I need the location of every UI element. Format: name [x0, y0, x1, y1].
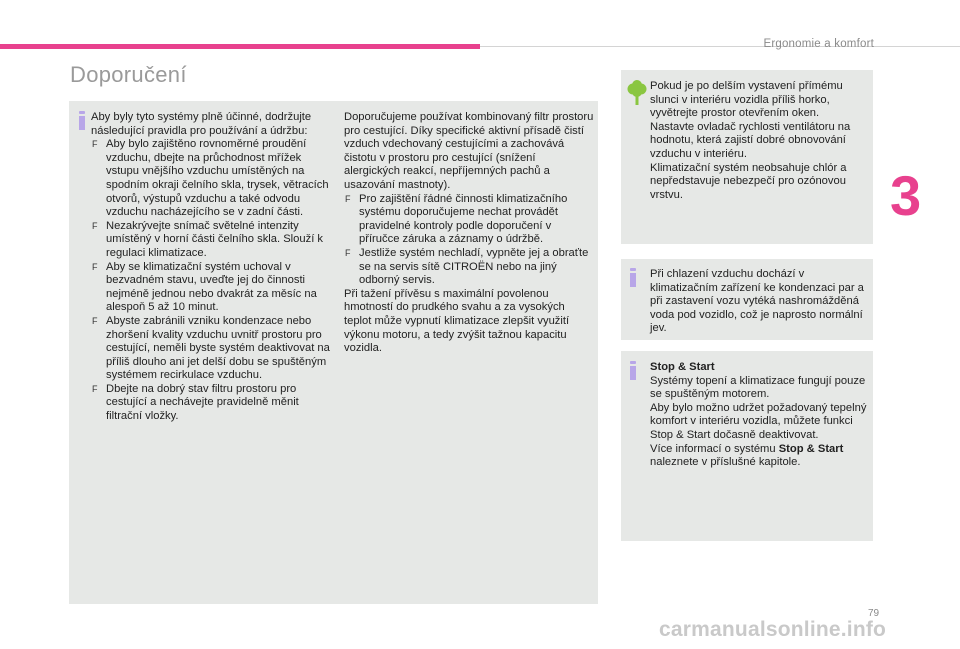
stop-start-text3: Více informací o systému Stop & Start naleznete v příslušné kapitole. [650, 442, 844, 469]
bullet-glyph: F [92, 139, 98, 150]
header-rule [480, 46, 960, 47]
tree-icon [627, 80, 647, 106]
eco-note-p1: Pokud je po delším vystavení přímému slunci v interiéru vozidla příliš horko, vyvětrejte prostor otevřením oken. [650, 80, 843, 120]
stop-start-text1: Systémy topení a klimatizace fungují pouze se spuštěným motorem. [650, 374, 866, 401]
page-number: 79 [868, 608, 880, 619]
left-intro: Aby byly tyto systémy plně účinné, dodržujte následující pravidla pro používání a údržbu: [91, 111, 312, 137]
list-item: F Aby bylo zajištěno rovnoměrné proudění vzduchu, dbejte na průchodnost mřížek vstupu vnějšího vzduchu umístěných na spodním okraji čelního skla, trysek, větracích otvorů, výstupů vzduchu a také odvodu vzduchu nacházejícího se v zadní části. [92, 138, 329, 219]
middle-intro: Doporučujeme používat kombinovaný filtr prostoru pro cestující. Díky specifické aktivní přísadě čistí vzduch vdechovaný cestujícími a zachovává čistotu v prostoru pro cestující (snížení alergických reakcí, nepříjemných pachů a usazování mastnoty). [344, 111, 594, 191]
bullet-glyph: F [92, 261, 98, 272]
bullet-glyph: F [92, 315, 98, 326]
list-item: F Pro zajištění řádné činnosti klimatizačního systému doporučujeme nechat provádět pravidelné kontroly podle doporučení v příručce záruka a záznamy o údržbě. [345, 192, 568, 246]
info-icon [629, 268, 638, 287]
watermark: carmanualsonline.info [659, 618, 887, 641]
stop-start-text2: Aby bylo možno udržet požadovaný tepelný komfort v interiéru vozidla, můžete funkci Stop & Start dočasně deaktivovat. [650, 401, 867, 441]
eco-note-p2: Nastavte ovladač rychlosti ventilátoru na hodnotu, která zajistí dobré obnovování vzduchu v interiéru. [650, 120, 851, 160]
bullet-glyph: F [345, 247, 351, 258]
eco-note-p3: Klimatizační systém neobsahuje chlór a nepředstavuje nebezpečí pro ozónovou vrstvu. [650, 161, 847, 201]
middle-column [344, 111, 594, 356]
header-accent-bar [0, 44, 480, 49]
list-item: F Jestliže systém nechladí, vypněte jej a obraťte se na servis sítě CITROËN nebo na jiný odborný servis. [345, 246, 589, 287]
bullet-glyph: F [92, 383, 98, 394]
list-item: F Nezakrývejte snímač světelné intenzity umístěný v horní části čelního skla. Slouží k regulaci klimatizace. [92, 219, 324, 259]
list-item: F Aby se klimatizační systém uchoval v bezvadném stavu, uveďte jej do činnosti nejméně jednou nebo dvakrát za měsíc na alespoň 5 až 10 minut. [92, 260, 317, 314]
page-title: Doporučení [70, 62, 187, 87]
bullet-glyph: F [345, 193, 351, 204]
info-icon [78, 111, 87, 130]
left-column [91, 111, 333, 424]
bullet-glyph: F [92, 220, 98, 231]
stop-start-title: Stop & Start [650, 361, 715, 373]
chapter-number: 3 [890, 164, 922, 227]
section-title: Ergonomie a komfort [763, 38, 874, 50]
stop-start-note-text [650, 361, 872, 470]
eco-note-text [650, 80, 872, 202]
middle-outro: Při tažení přívěsu s maximální povolenou hmotností do prudkého svahu a za vysokých teplot může vypnutí klimatizace zlepšit využití výkonu motoru, a tedy zvýšit tažnou kapacitu vozidla. [344, 287, 570, 355]
list-item: F Abyste zabránili vzniku kondenzace nebo zhoršení kvality vzduchu uvnitř prostoru pro cestující, neměli byste systém deaktivovat na příliš dlouho ani jet delší dobu se spuštěným systémem recirkulace vzduchu. [92, 314, 330, 382]
list-item: F Dbejte na dobrý stav filtru prostoru pro cestující a nechávejte pravidelně měnit filtrační vložky. [92, 382, 299, 423]
condensation-note-text: Při chlazení vzduchu dochází v klimatizačním zařízení ke kondenzaci par a při zastavení vozu vytéká nashromážděná voda pod vozidlo, což je naprosto normální jev. [650, 268, 864, 335]
info-icon [629, 361, 638, 380]
